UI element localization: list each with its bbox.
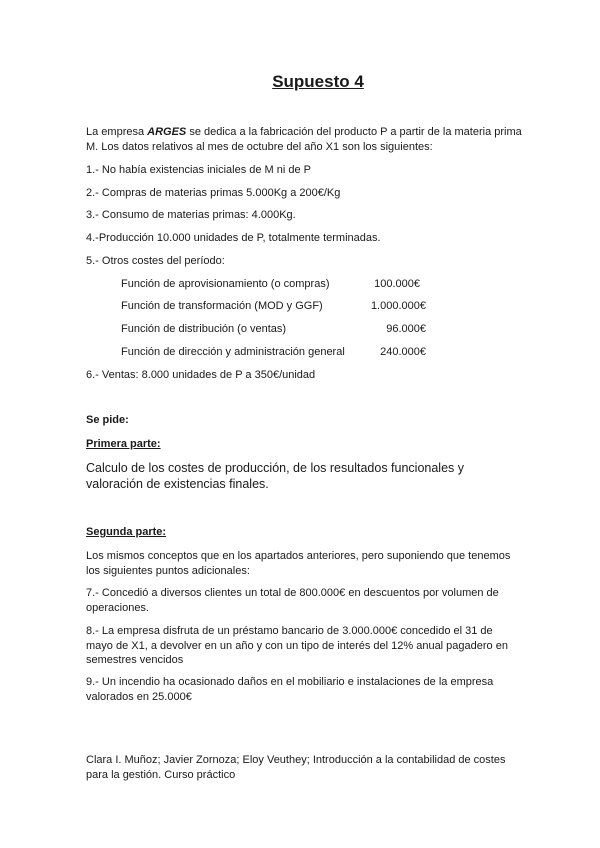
item-3: 3.- Consumo de materias primas: 4.000Kg. (86, 209, 296, 221)
intro-post: se dedica a la fabricación del producto P a partir de la materia prima M. Los datos relativos al mes de octubre del año X1 son los siguientes: (86, 126, 522, 153)
cost-label: Función de aprovisionamiento (o compras) (121, 278, 330, 290)
item-6: 6.- Ventas: 8.000 unidades de P a 350€/unidad (86, 369, 316, 381)
cost-amount: 240.000€ (380, 346, 426, 358)
cost-label: Función de transformación (MOD y GGF) (121, 300, 323, 312)
cost-row (121, 299, 426, 313)
item-9: 9.- Un incendio ha ocasionado daños en el mobiliario e instalaciones de la empresa valorados en 25.000€ (86, 676, 494, 703)
cost-row (121, 345, 426, 359)
footer-citation: Clara I. Muñoz; Javier Zornoza; Eloy Veuthey; Introducción a la contabilidad de costes para la gestión. Curso práctico (86, 754, 506, 781)
item-5: 5.- Otros costes del período: (86, 255, 225, 267)
item-4: 4.-Producción 10.000 unidades de P, totalmente terminadas. (86, 232, 381, 244)
cost-amount: 1.000.000€ (370, 300, 426, 312)
segunda-parte-text: Los mismos conceptos que en los apartados anteriores, pero suponiendo que tenemos los siguientes puntos adicionales: (86, 550, 511, 577)
item-7: 7.- Concedió a diversos clientes un total de 800.000€ en descuentos por volumen de operaciones. (86, 587, 499, 614)
item-1: 1.- No había existencias iniciales de M ni de P (86, 164, 312, 176)
cost-row (121, 277, 426, 291)
cost-label: Función de dirección y administración general (121, 346, 345, 358)
segunda-parte-heading: Segunda parte: (86, 526, 167, 538)
cost-label: Función de distribución (o ventas) (121, 323, 287, 335)
item-2: 2.- Compras de materias primas 5.000Kg a 200€/Kg (86, 187, 341, 199)
page-title: Supuesto 4 (272, 72, 364, 91)
company-name: ARGES (147, 126, 187, 138)
intro-paragraph (86, 125, 522, 154)
primera-parte-heading: Primera parte: (86, 438, 161, 450)
se-pide-heading: Se pide: (86, 414, 129, 426)
intro-pre: La empresa (86, 126, 148, 138)
cost-amount: 96.000€ (386, 323, 426, 335)
primera-parte-text: Calculo de los costes de producción, de los resultados funcionales y valoración de existencias finales. (86, 461, 464, 491)
cost-amount: 100.000€ (374, 278, 420, 290)
item-8: 8.- La empresa disfruta de un préstamo bancario de 3.000.000€ concedido el 31 de mayo de X1, a devolver en un año y con un tipo de interés del 12% anual pagadero en semestres vencidos (86, 625, 508, 666)
cost-row (121, 322, 426, 336)
